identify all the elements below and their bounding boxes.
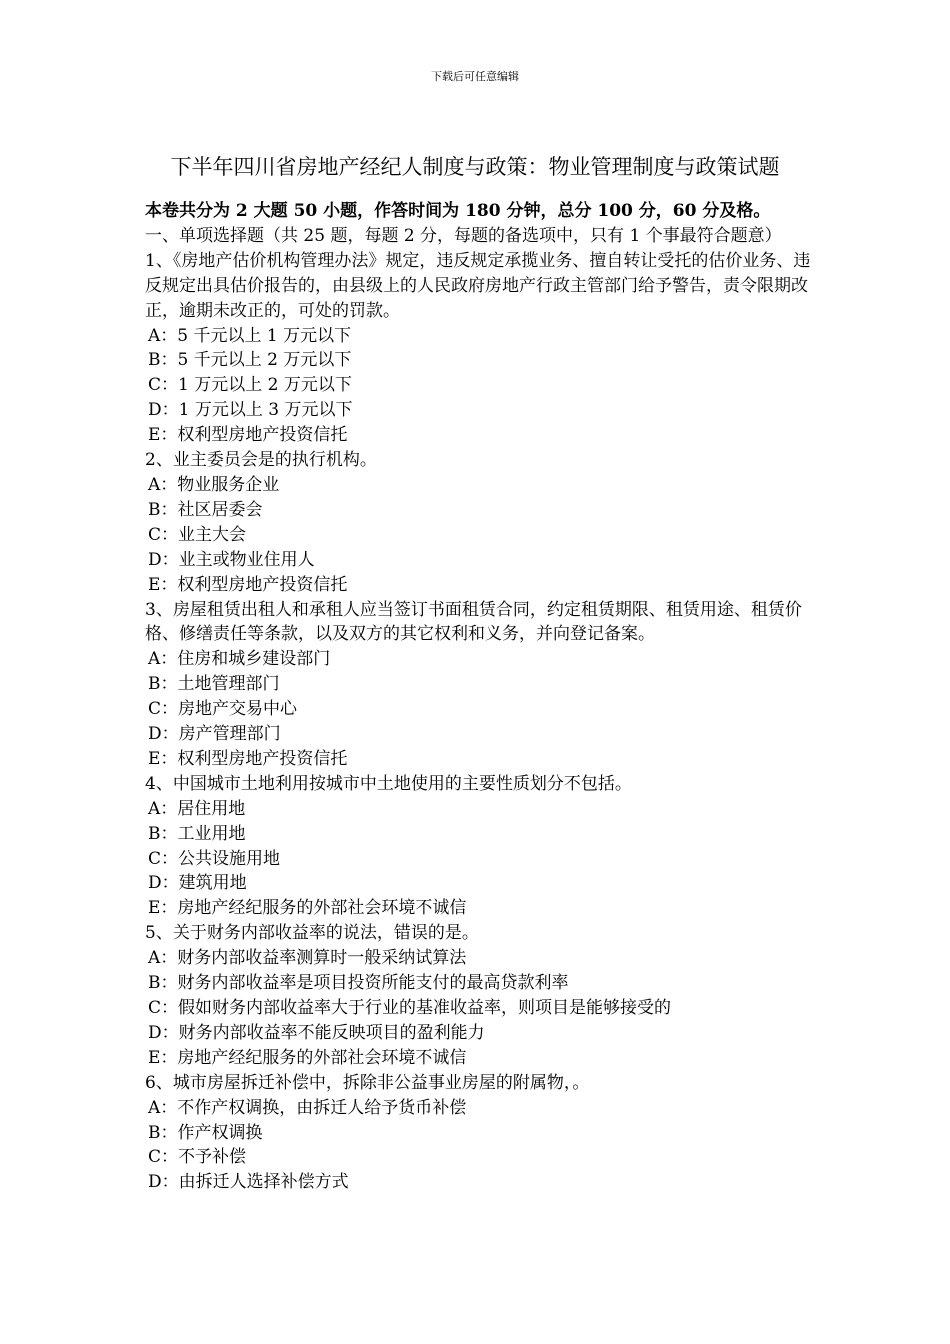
- option-a: A：财务内部收益率测算时一般采纳试算法: [148, 948, 467, 969]
- option-e: E：房地产经纪服务的外部社会环境不诚信: [148, 898, 467, 919]
- option-c: C：业主大会: [148, 524, 247, 545]
- question-stem: 2、业主委员会是的执行机构。: [145, 450, 377, 471]
- question-1: [145, 249, 815, 448]
- question-stem: 5、关于财务内部收益率的说法，错误的是。: [145, 923, 479, 944]
- option-c: C：房地产交易中心: [148, 699, 298, 720]
- option-e: E：权利型房地产投资信托: [148, 425, 348, 446]
- option-b: B：工业用地: [148, 823, 246, 844]
- section-heading: 一、单项选择题（共 25 题，每题 2 分，每题的备选项中，只有 1 个事最符合题意）: [145, 225, 782, 246]
- option-d: D：房产管理部门: [148, 724, 281, 745]
- question-stem: 6、城市房屋拆迁补偿中，拆除非公益事业房屋的附属物，。: [145, 1072, 590, 1093]
- question-stem: 1、《房地产估价机构管理办法》规定，违反规定承揽业务、擅自转让受托的估价业务、违反规定出具估价报告的，由县级上的人民政府房地产行政主管部门给予警告，责令限期改正，逾期未改正的，可处的罚款。: [145, 250, 811, 321]
- question-6: [145, 1071, 815, 1196]
- option-e: E：权利型房地产投资信托: [148, 574, 348, 595]
- option-b: B：社区居委会: [148, 499, 263, 520]
- option-b: B：土地管理部门: [148, 674, 280, 695]
- option-d: D：建筑用地: [148, 873, 247, 894]
- option-a: A：5 千元以上 1 万元以下: [148, 325, 352, 346]
- option-b: B：财务内部收益率是项目投资所能支付的最高贷款利率: [148, 973, 569, 994]
- document-title: 下半年四川省房地产经纪人制度与政策：物业管理制度与政策试题: [170, 155, 780, 179]
- question-stem: 3、房屋租赁出租人和承租人应当签订书面租赁合同，约定租赁期限、租赁用途、租赁价格、修缮责任等条款，以及双方的其它权利和义务，并向登记备案。: [145, 599, 802, 645]
- option-c: C：不予补偿: [148, 1147, 247, 1168]
- header-note: 下载后可任意编辑: [431, 70, 519, 83]
- option-b: B：作产权调换: [148, 1122, 263, 1143]
- option-c: C：公共设施用地: [148, 848, 281, 869]
- option-e: E：房地产经纪服务的外部社会环境不诚信: [148, 1047, 467, 1068]
- option-a: A：不作产权调换，由拆迁人给予货币补偿: [148, 1097, 467, 1118]
- option-a: A：居住用地: [148, 798, 246, 819]
- option-c: C：假如财务内部收益率大于行业的基准收益率，则项目是能够接受的: [148, 998, 672, 1018]
- option-d: D：业主或物业住用人: [148, 549, 315, 570]
- option-e: E：权利型房地产投资信托: [148, 748, 348, 769]
- option-b: B：5 千元以上 2 万元以下: [148, 350, 352, 371]
- question-2: [145, 448, 815, 597]
- exam-summary: 本卷共分为 2 大题 50 小题，作答时间为 180 分钟，总分 100 分，60 分及格。: [145, 201, 771, 221]
- option-d: D：由拆迁人选择补偿方式: [148, 1172, 349, 1193]
- document-body: [145, 199, 815, 1195]
- question-3: [145, 598, 815, 772]
- question-4: [145, 772, 815, 921]
- option-d: D：1 万元以上 3 万元以下: [148, 400, 353, 421]
- option-a: A：住房和城乡建设部门: [148, 649, 331, 670]
- question-stem: 4、中国城市土地利用按城市中土地使用的主要性质划分不包括。: [145, 773, 632, 794]
- question-5: [145, 921, 815, 1070]
- option-a: A：物业服务企业: [148, 474, 280, 495]
- option-d: D：财务内部收益率不能反映项目的盈利能力: [148, 1022, 485, 1043]
- option-c: C：1 万元以上 2 万元以下: [148, 375, 352, 396]
